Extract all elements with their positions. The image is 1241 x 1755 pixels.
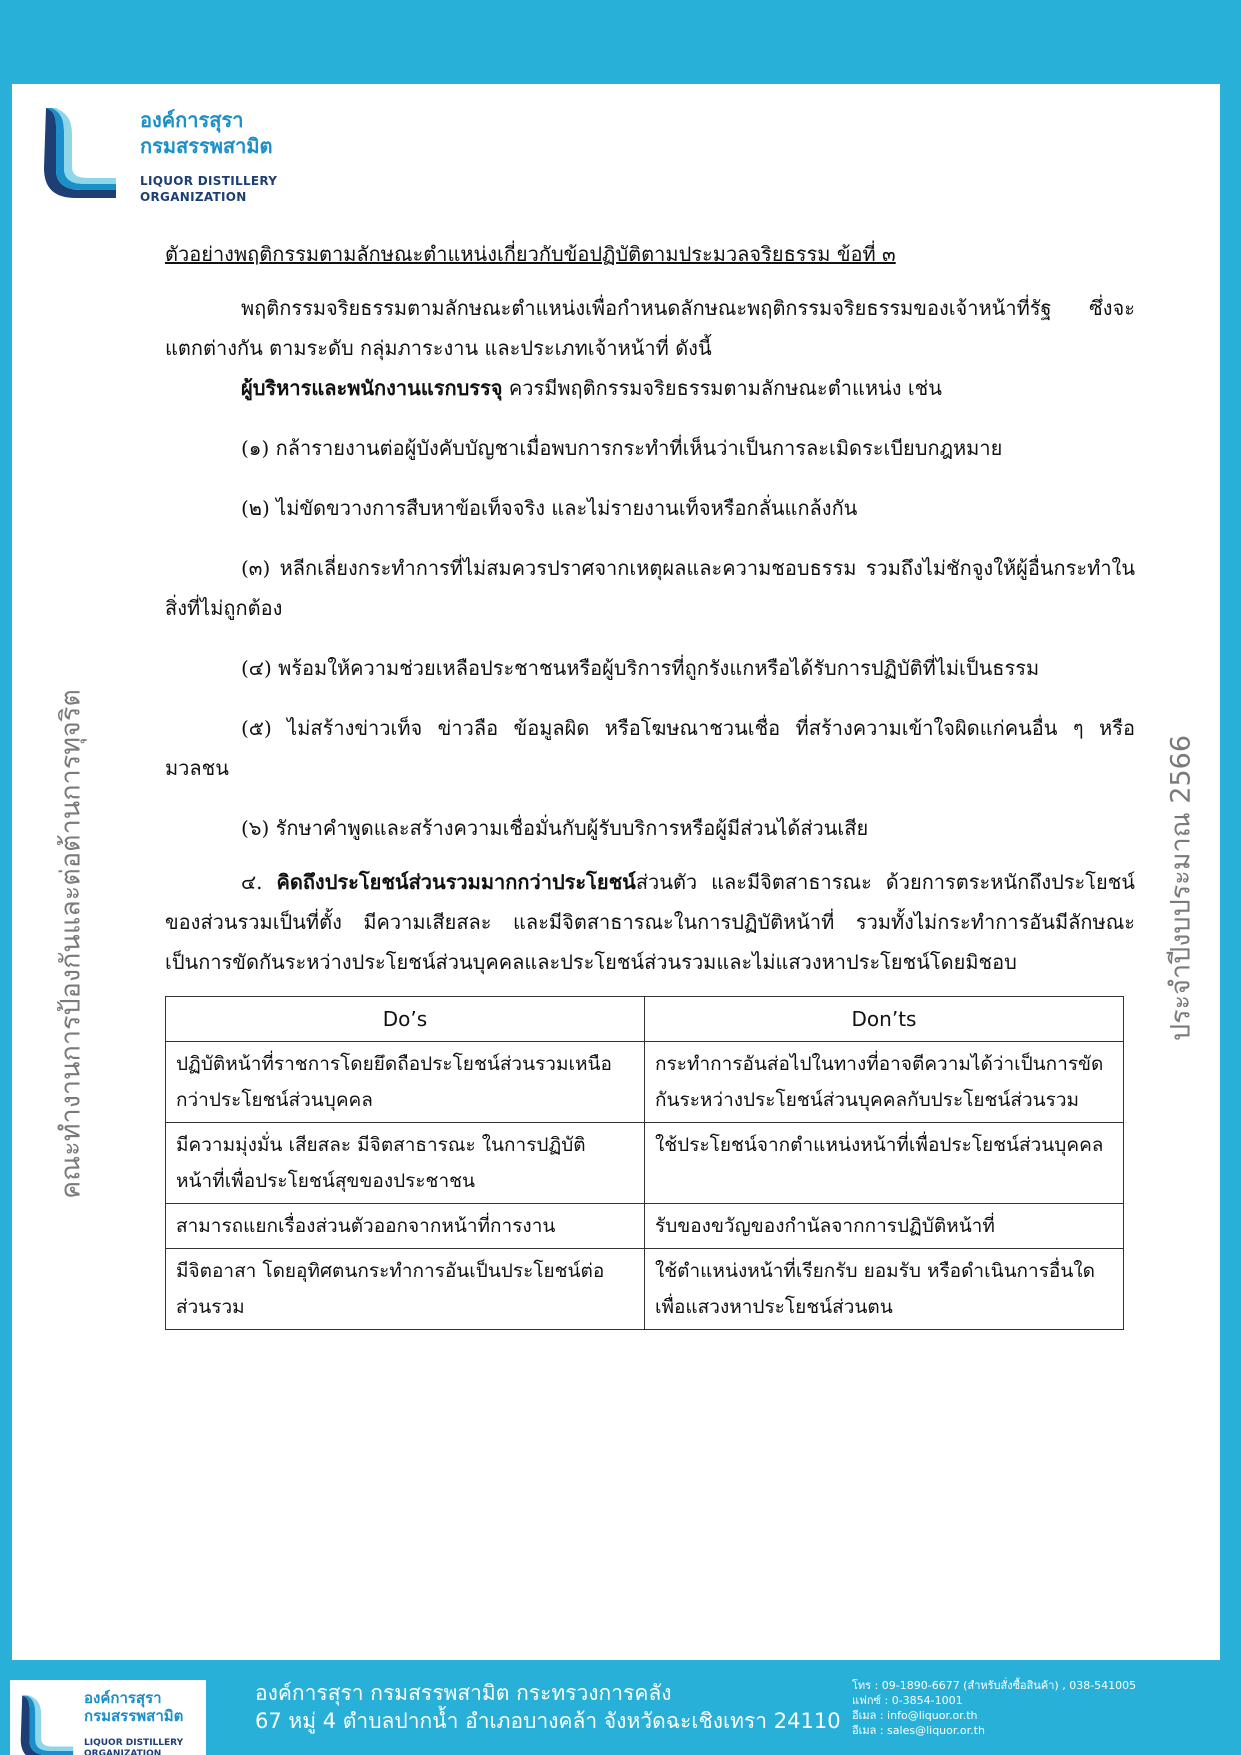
footer-email-info: อีเมล : info@liquor.or.th bbox=[852, 1709, 978, 1722]
lead-bold-text: ผู้บริหารและพนักงานแรกบรรจุ bbox=[241, 376, 503, 400]
table-header-row bbox=[166, 997, 1124, 1042]
logo-mark-icon bbox=[42, 106, 118, 202]
table-row bbox=[166, 1042, 1124, 1123]
logo-english-line-2: ORGANIZATION bbox=[140, 190, 247, 204]
section-4-paragraph bbox=[165, 862, 1135, 982]
org-logo bbox=[28, 104, 288, 204]
table-cell-donts: รับของขวัญของกำนัลจากการปฏิบัติหน้าที่ bbox=[645, 1204, 1124, 1249]
table-cell-dos: มีจิตอาสา โดยอุทิศตนกระทำการอันเป็นประโยชน์ต่อส่วนรวม bbox=[166, 1249, 645, 1330]
footer-contact bbox=[852, 1678, 1136, 1738]
footer-logo bbox=[10, 1680, 206, 1755]
logo-thai-line-1: องค์การสุรา bbox=[140, 108, 244, 132]
side-caption-left-text: คณะทำงานการป้องกันและต่อต้านการทุจริต bbox=[55, 689, 87, 1199]
footer-logo-english-line-2: ORGANIZATION bbox=[84, 1749, 162, 1755]
dos-donts-table bbox=[165, 996, 1124, 1330]
list-item-6: (๖) รักษาคำพูดและสร้างความเชื่อมั่นกับผู้รับบริการหรือผู้มีส่วนได้ส่วนเสีย bbox=[241, 816, 869, 840]
list-item-3: (๓) หลีกเลี่ยงกระทำการที่ไม่สมควรปราศจากเหตุผลและความชอบธรรม รวมถึงไม่ชักจูงให้ผู้อื่นกระทำในสิ่งที่ไม่ถูกต้อง bbox=[165, 556, 1135, 620]
side-caption-right-text: ประจำปีงบประมาณ 2566 bbox=[1165, 734, 1197, 1042]
section-heading: ตัวอย่างพฤติกรรมตามลักษณะตำแหน่งเกี่ยวกับข้อปฏิบัติตามประมวลจริยธรรม ข้อที่ ๓ bbox=[165, 242, 896, 266]
document-body bbox=[165, 240, 1135, 1330]
footer-email-sales: อีเมล : sales@liquor.or.th bbox=[852, 1724, 985, 1737]
section-4-number: ๔. bbox=[241, 870, 277, 894]
table-row bbox=[166, 1249, 1124, 1330]
footer-address: 67 หมู่ 4 ตำบลปากน้ำ อำเภอบางคล้า จังหวัดฉะเชิงเทรา 24110 bbox=[255, 1709, 841, 1733]
list-item-1: (๑) กล้ารายงานต่อผู้บังคับบัญชาเมื่อพบการกระทำที่เห็นว่าเป็นการละเมิดระเบียบกฎหมาย bbox=[241, 436, 1003, 460]
list-item-5: (๕) ไม่สร้างข่าวเท็จ ข่าวลือ ข้อมูลผิด หรือโฆษณาชวนเชื่อ ที่สร้างความเข้าใจผิดแก่คนอื่น ๆ หรือมวลชน bbox=[165, 716, 1135, 780]
document-page bbox=[12, 84, 1220, 1660]
section-4-text: ส่วนตัว และมีจิตสาธารณะ ด้วยการตระหนักถึงประโยชน์ของส่วนรวมเป็นที่ตั้ง มีความเสียสละ และมีจิตสาธารณะในการปฏิบัติหน้าที่ รวมทั้งไม่กระทำการอันมีลักษณะเป็นการขัดกันระหว่างประโยชน์ส่วนบุคคลและประโยชน์ส่วนรวมและไม่แสวงหาประโยชน์โดยมิชอบ bbox=[165, 870, 1135, 974]
footer-logo-thai-line-2: กรมสรรพสามิต bbox=[84, 1707, 184, 1725]
footer-logo-english-line-1: LIQUOR DISTILLERY bbox=[84, 1738, 184, 1748]
table-cell-dos: สามารถแยกเรื่องส่วนตัวออกจากหน้าที่การงาน bbox=[166, 1204, 645, 1249]
footer-tel: โทร : 09-1890-6677 (สำหรับสั่งซื้อสินค้า) , 038-541005 bbox=[852, 1679, 1137, 1692]
header-donts: Don’ts bbox=[645, 997, 1124, 1042]
table-cell-donts: ใช้ตำแหน่งหน้าที่เรียกรับ ยอมรับ หรือดำเนินการอื่นใดเพื่อแสวงหาประโยชน์ส่วนตน bbox=[645, 1249, 1124, 1330]
lead-text: ควรมีพฤติกรรมจริยธรรมตามลักษณะตำแหน่ง เช่น bbox=[502, 376, 942, 400]
table-row bbox=[166, 1204, 1124, 1249]
intro-paragraph: พฤติกรรมจริยธรรมตามลักษณะตำแหน่งเพื่อกำหนดลักษณะพฤติกรรมจริยธรรมของเจ้าหน้าที่รัฐ ซึ่งจะแตกต่างกัน ตามระดับ กลุ่มภาระงาน และประเภทเจ้าหน้าที่ ดังนี้ bbox=[165, 296, 1135, 360]
header-dos: Do’s bbox=[166, 997, 645, 1042]
page-footer bbox=[0, 1660, 1241, 1755]
footer-org-name: องค์การสุรา กรมสรรพสามิต กระทรวงการคลัง bbox=[255, 1681, 672, 1705]
table-cell-dos: ปฏิบัติหน้าที่ราชการโดยยึดถือประโยชน์ส่วนรวมเหนือกว่าประโยชน์ส่วนบุคคล bbox=[166, 1042, 645, 1123]
list-item-2: (๒) ไม่ขัดขวางการสืบหาข้อเท็จจริง และไม่รายงานเท็จหรือกลั่นแกล้งกัน bbox=[241, 496, 858, 520]
logo-english-line-1: LIQUOR DISTILLERY bbox=[140, 174, 278, 188]
logo-thai-line-2: กรมสรรพสามิต bbox=[140, 134, 273, 158]
table-cell-donts: ใช้ประโยชน์จากตำแหน่งหน้าที่เพื่อประโยชน์ส่วนบุคคล bbox=[645, 1123, 1124, 1204]
footer-logo-mark-icon bbox=[18, 1694, 76, 1755]
table-row bbox=[166, 1123, 1124, 1204]
footer-fax: แฟกซ์ : 0-3854-1001 bbox=[852, 1694, 963, 1707]
footer-logo-thai-line-1: องค์การสุรา bbox=[84, 1689, 162, 1707]
section-4-bold: คิดถึงประโยชน์ส่วนรวมมากกว่าประโยชน์ bbox=[276, 870, 636, 894]
list-item-4: (๔) พร้อมให้ความช่วยเหลือประชาชนหรือผู้บริการที่ถูกรังแกหรือได้รับการปฏิบัติที่ไม่เป็นธรรม bbox=[241, 656, 1040, 680]
table-cell-dos: มีความมุ่งมั่น เสียสละ มีจิตสาธารณะ ในการปฏิบัติหน้าที่เพื่อประโยชน์สุขของประชาชน bbox=[166, 1123, 645, 1204]
table-cell-donts: กระทำการอันส่อไปในทางที่อาจตีความได้ว่าเป็นการขัดกันระหว่างประโยชน์ส่วนบุคคลกับประโยชน์ส่วนรวม bbox=[645, 1042, 1124, 1123]
lead-paragraph bbox=[165, 368, 1135, 408]
